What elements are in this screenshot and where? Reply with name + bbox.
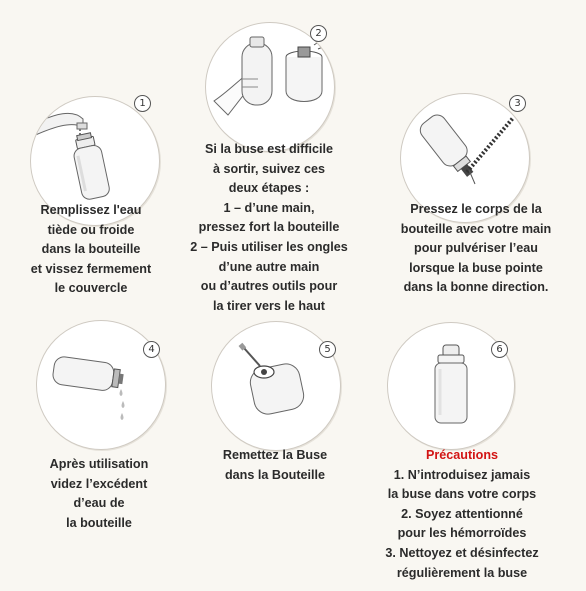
step-4-line: d’eau de bbox=[73, 496, 125, 511]
step-1-line: Remplissez l'eau bbox=[40, 203, 142, 217]
step-3-line: bouteille avec votre main bbox=[400, 221, 552, 236]
step-2-caption bbox=[169, 140, 369, 316]
step-4-line: la bouteille bbox=[66, 515, 132, 530]
precautions-title: Précautions bbox=[425, 448, 499, 462]
step-5-illustration bbox=[211, 321, 341, 451]
step-2-line: pressez fort la bouteille bbox=[198, 220, 340, 235]
step-2-line: 1 – d’une main, bbox=[223, 200, 315, 215]
step-3-line: pour pulvériser l’eau bbox=[414, 241, 538, 256]
step-2-line: à sortir, suivez ces bbox=[212, 161, 325, 176]
step-5-line: Remettez la Buse bbox=[222, 448, 328, 462]
step-1-line: dans la bouteille bbox=[41, 242, 141, 257]
bottle-emptying-icon bbox=[37, 321, 165, 449]
step-6-caption bbox=[362, 446, 562, 583]
step-3-line: lorsque la buse pointe bbox=[409, 260, 543, 275]
step-1-line: tiède ou froide bbox=[47, 222, 135, 237]
step-2-line: 2 – Puis utiliser les ongles bbox=[190, 239, 348, 254]
step-5-caption bbox=[186, 446, 364, 485]
step-1-number-badge: 1 bbox=[134, 95, 151, 112]
step-3-number-badge: 3 bbox=[509, 95, 526, 112]
step-4-line: Après utilisation bbox=[49, 457, 149, 471]
step-6-line: 2. Soyez attentionné bbox=[401, 506, 523, 521]
step-6-line: pour les hémorroïdes bbox=[397, 526, 527, 541]
step-2-line: deux étapes : bbox=[228, 181, 310, 196]
step-6-line: régulièrement la buse bbox=[396, 565, 528, 580]
step-1-caption bbox=[0, 201, 182, 299]
step-6-line: 1. N’introduisez jamais bbox=[393, 467, 531, 482]
step-4-line: videz l’excédent bbox=[50, 476, 148, 491]
step-6-line: 3. Nettoyez et désinfectez bbox=[385, 545, 539, 560]
step-5-line: dans la Bouteille bbox=[224, 467, 326, 482]
step-1-line: le couvercle bbox=[54, 281, 128, 296]
step-5-number-badge: 5 bbox=[319, 341, 336, 358]
step-3-caption bbox=[378, 200, 574, 298]
step-2-line: ou d’autres outils pour bbox=[200, 279, 338, 294]
step-1-line: et vissez fermement bbox=[30, 261, 152, 276]
step-4-caption bbox=[10, 455, 188, 533]
hand-removing-nozzle-icon bbox=[206, 23, 334, 151]
step-2-line: Si la buse est difficile bbox=[204, 142, 334, 156]
step-6-number-badge: 6 bbox=[491, 341, 508, 358]
step-4-number-badge: 4 bbox=[143, 341, 160, 358]
step-2-line: d’une autre main bbox=[218, 259, 320, 274]
step-3-line: dans la bonne direction. bbox=[403, 280, 549, 295]
step-4-illustration bbox=[36, 320, 166, 450]
nozzle-inserting-icon bbox=[212, 322, 340, 450]
step-3-line: Pressez le corps de la bbox=[410, 202, 542, 216]
step-2-line: la tirer vers le haut bbox=[213, 298, 325, 313]
step-6-line: la buse dans votre corps bbox=[387, 487, 537, 502]
step-2-number-badge: 2 bbox=[310, 25, 327, 42]
